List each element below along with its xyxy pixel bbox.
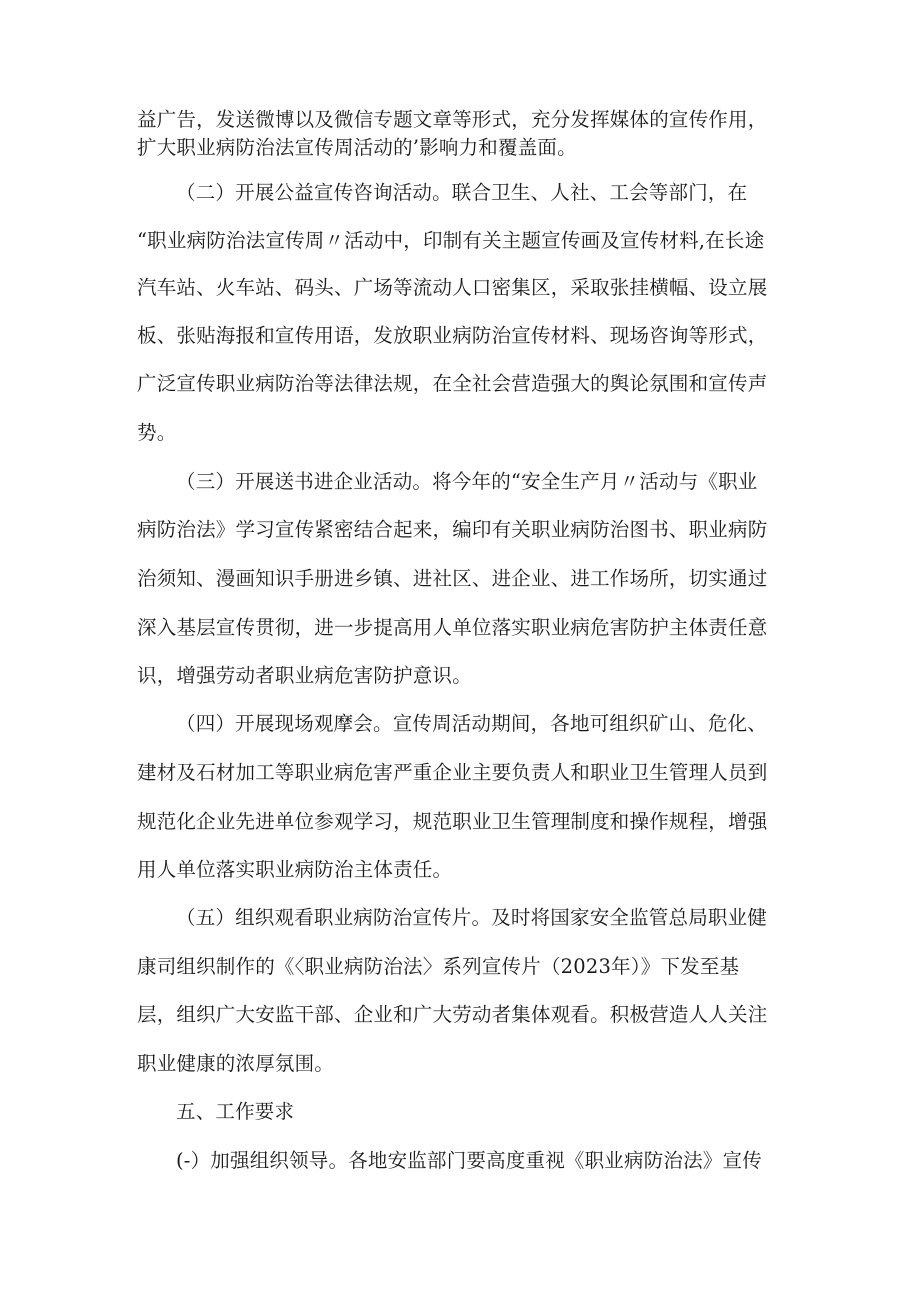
section-heading: 五、工作要求: [176, 1100, 295, 1123]
text-line: 层，组织广大安监干部、企业和广大劳动者集体观看。积极营造人人关注: [137, 1003, 768, 1026]
text-line: 建材及石材加工等职业病危害严重企业主要负责人和职业卫生管理人员到: [137, 761, 768, 784]
paragraph-heading: (-）加强组织领导。各地安监部门要高度重视《职业病防治法》宣传: [176, 1149, 762, 1172]
text-line: 规范化企业先进单位参观学习，规范职业卫生管理制度和操作规程，增强: [137, 810, 768, 833]
paragraph-heading: （五）组织观看职业病防治宣传片。及时将国家安全监管总局职业健: [176, 906, 768, 929]
text-line: 汽车站、火车站、码头、广场等流动人口密集区，采取张挂横幅、设立展: [137, 276, 768, 299]
paragraph-heading: （四）开展现场观摩会。宣传周活动期间，各地可组织矿山、危化、: [176, 712, 768, 735]
text-line: 板、张贴海报和宣传用语，发放职业病防治宣传材料、现场咨询等形式，: [137, 324, 768, 347]
text-line: “职业病防治法宣传周〃活动中，印制有关主题宣传画及宣传材料,在长途: [137, 229, 765, 252]
paragraph-heading: （二）开展公益宣传咨询活动。联合卫生、人社、工会等部门，在: [176, 181, 748, 204]
text-line: 势。: [137, 421, 177, 444]
text-line: 益广告，发送微博以及微信专题文章等形式，充分发挥媒体的宣传作用，: [137, 108, 768, 131]
text-line: 广泛宣传职业病防治等法律法规，在全社会营造强大的舆论氛围和宣传声: [137, 372, 768, 395]
text-line: 用人单位落实职业病防治主体责任。: [137, 858, 453, 881]
text-line: 治须知、漫画知识手册进乡镇、进社区、进企业、进工作场所，切实通过: [137, 567, 768, 590]
paragraph-heading: （三）开展送书进企业活动。将今年的“安全生产月〃活动与《职业: [176, 470, 758, 493]
text-line: 康司组织制作的《〈职业病防治法〉系列宣传片（2023年）》下发至基: [137, 955, 740, 978]
text-line: 病防治法》学习宣传紧密结合起来，编印有关职业病防治图书、职业病防: [137, 518, 768, 541]
text-line: 识，增强劳动者职业病危害防护意识。: [137, 664, 472, 687]
text-line: 扩大职业病防治法宣传周活动的’影响力和覆盖面。: [137, 136, 577, 159]
text-line: 职业健康的浓厚氛围。: [137, 1052, 335, 1075]
text-line: 深入基层宣传贯彻，进一步提高用人单位落实职业病危害防护主体责任意: [137, 616, 768, 639]
